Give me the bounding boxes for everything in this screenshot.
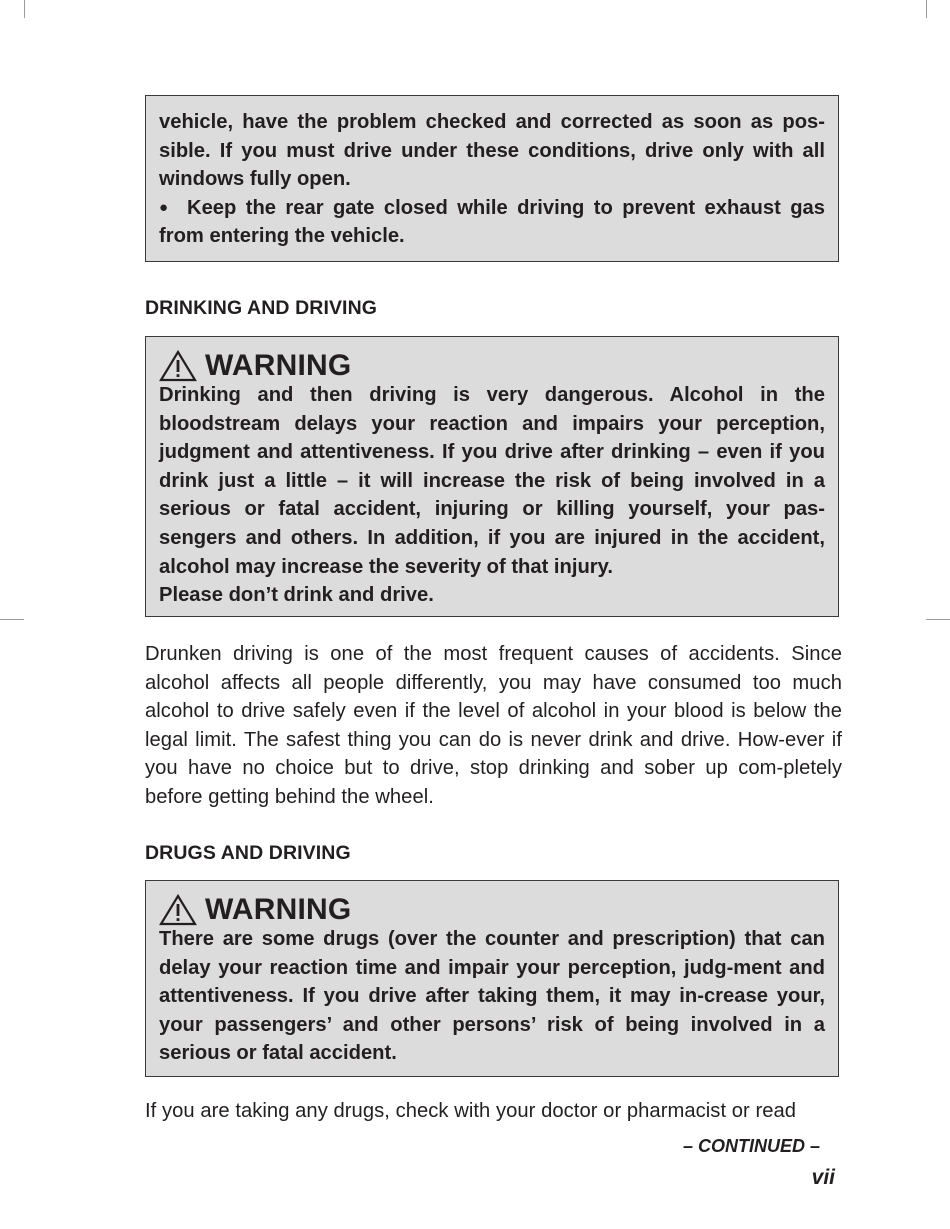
warning-text-last: Please don’t drink and drive.	[159, 584, 434, 607]
warning-header	[159, 893, 825, 927]
warning-text: There are some drugs (over the counter and prescription) that can delay your reaction time and impair your perception, judg-ment and attentiveness. If you drive after taking them, it may in-crease your, your passengers’ and other persons’ risk of being involved in a serious or fatal accident.	[159, 928, 825, 1065]
caution-text: vehicle, have the problem checked and corrected as soon as pos-sible. If you must drive under these conditions, drive only with all windows fully open.	[159, 111, 825, 191]
warning-text: Drinking and then driving is very dangerous. Alcohol in the bloodstream delays your reaction and impairs your perception, judgment and attentiveness. If you drive after drinking – even if you drink just a little – it will increase the risk of being involved in a serious or fatal accident, injuring or killing yourself, your pas-sengers and others. In addition, if you are injured in the accident, alcohol may increase the severity of that injury.	[159, 384, 825, 578]
section-heading-drinking: DRINKING AND DRIVING	[145, 297, 378, 319]
continued-label: – CONTINUED –	[682, 1136, 820, 1156]
caution-bullet-text: Keep the rear gate closed while driving to prevent exhaust gas from entering the vehicle.	[159, 196, 825, 248]
crop-mark-top-left	[24, 0, 25, 18]
warning-title: WARNING	[205, 349, 352, 382]
caution-bullet	[159, 194, 825, 251]
caution-box-continued	[145, 95, 839, 262]
warning-title: WARNING	[205, 893, 352, 926]
crop-mark-mid-right	[926, 619, 950, 620]
section-heading-drugs: DRUGS AND DRIVING	[145, 842, 351, 864]
paragraph-drunken-driving: Drunken driving is one of the most frequent causes of accidents. Since alcohol affects all people differently, you may have consumed too much alcohol to drive safely even if the level of alcohol in your blood is below the legal limit. The safest thing you can do is never drink and drive. How-ever if you have no choice but to drive, stop drinking and sober up com-pletely before getting behind the wheel.	[145, 643, 842, 808]
crop-mark-mid-left	[0, 619, 24, 620]
warning-box-drugs	[145, 880, 839, 1077]
warning-box-drinking	[145, 336, 839, 617]
warning-header	[159, 349, 825, 383]
crop-mark-top-right	[926, 0, 927, 18]
paragraph-drugs: If you are taking any drugs, check with your doctor or pharmacist or read	[145, 1100, 797, 1122]
warning-triangle-icon	[159, 350, 197, 382]
page-number: vii	[811, 1166, 835, 1189]
warning-triangle-icon	[159, 894, 197, 926]
